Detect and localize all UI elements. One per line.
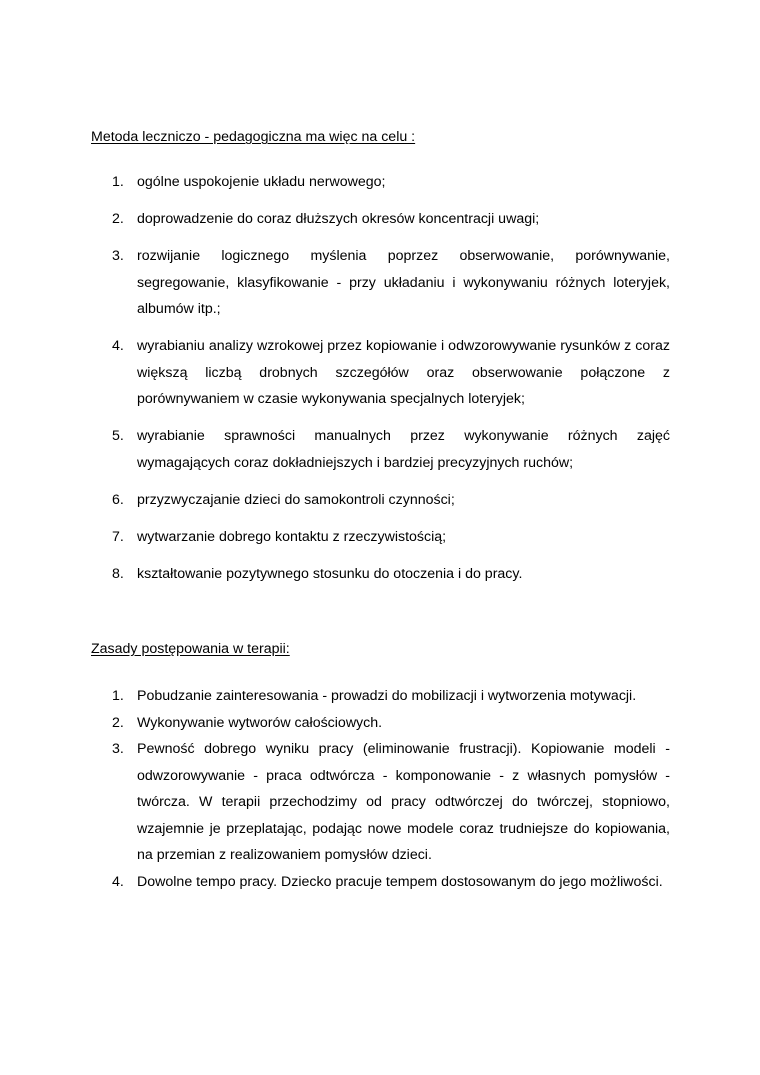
list-item-text: kształtowanie pozytywnego stosunku do otoczenia i do pracy. — [137, 565, 523, 582]
list-number: 2. — [112, 714, 124, 731]
list-item-text: rozwijanie logicznego myślenia poprzez obserwowanie, porównywanie, segregowanie, klasyfikowanie - przy układaniu i wykonywaniu różnych loteryjek, albumów itp.; — [137, 248, 670, 317]
list-item-text: Wykonywanie wytworów całościowych. — [137, 714, 383, 731]
goals-list — [112, 169, 670, 598]
list-item — [112, 561, 670, 588]
list-item-text: wyrabianiu analizy wzrokowej przez kopiowanie i odwzorowywanie rysunków z coraz większą liczbą drobnych szczegółów oraz obserwowanie połączone z porównywaniem w czasie wykonywania specjalnych loteryjek; — [137, 338, 670, 407]
section-heading-rules: Zasady postępowania w terapii: — [91, 641, 290, 657]
list-number: 8. — [112, 565, 124, 582]
list-item-text: Pewność dobrego wyniku pracy (eliminowanie frustracji). Kopiowanie modeli - odwzorowywanie - praca odtwórcza - komponowanie - z własnych pomysłów - twórcza. W terapii przechodzimy od pracy odtwórczej do twórczej, stopniowo, wzajemnie je przeplatając, podając nowe modele coraz trudniejsze do kopiowania, na przemian z realizowaniem pomysłów dzieci. — [137, 741, 670, 863]
list-item — [112, 487, 670, 514]
section-heading-goals: Metoda leczniczo - pedagogiczna ma więc na celu : — [91, 129, 416, 145]
rules-list — [112, 683, 670, 895]
list-item — [112, 524, 670, 551]
list-item-text: wytwarzanie dobrego kontaktu z rzeczywistością; — [137, 528, 447, 545]
list-item — [112, 333, 670, 413]
list-number: 1. — [112, 688, 124, 704]
list-item — [112, 206, 670, 233]
list-item-text: ogólne uspokojenie układu nerwowego; — [137, 174, 386, 190]
list-item — [112, 736, 670, 869]
list-item — [112, 243, 670, 323]
list-number: 4. — [112, 873, 124, 890]
list-number: 6. — [112, 491, 124, 508]
list-item-text: Pobudzanie zainteresowania - prowadzi do mobilizacji i wytworzenia motywacji. — [137, 688, 637, 704]
list-item-text: wyrabianie sprawności manualnych przez wykonywanie różnych zajęć wymagających coraz dokładniejszych i bardziej precyzyjnych ruchów; — [137, 428, 670, 471]
list-number: 5. — [112, 428, 124, 444]
list-item-text: przyzwyczajanie dzieci do samokontroli czynności; — [137, 491, 455, 508]
list-item-text: doprowadzenie do coraz dłuższych okresów koncentracji uwagi; — [137, 211, 540, 227]
list-number: 2. — [112, 211, 124, 227]
list-number: 7. — [112, 528, 124, 545]
list-item-text: Dowolne tempo pracy. Dziecko pracuje tempem dostosowanym do jego możliwości. — [137, 873, 663, 890]
list-item — [112, 710, 670, 737]
list-number: 3. — [112, 248, 124, 264]
list-number: 3. — [112, 741, 124, 757]
list-number: 4. — [112, 338, 124, 354]
list-item — [112, 869, 670, 896]
list-item — [112, 683, 670, 710]
list-item — [112, 423, 670, 476]
list-number: 1. — [112, 174, 124, 190]
list-item — [112, 169, 670, 196]
